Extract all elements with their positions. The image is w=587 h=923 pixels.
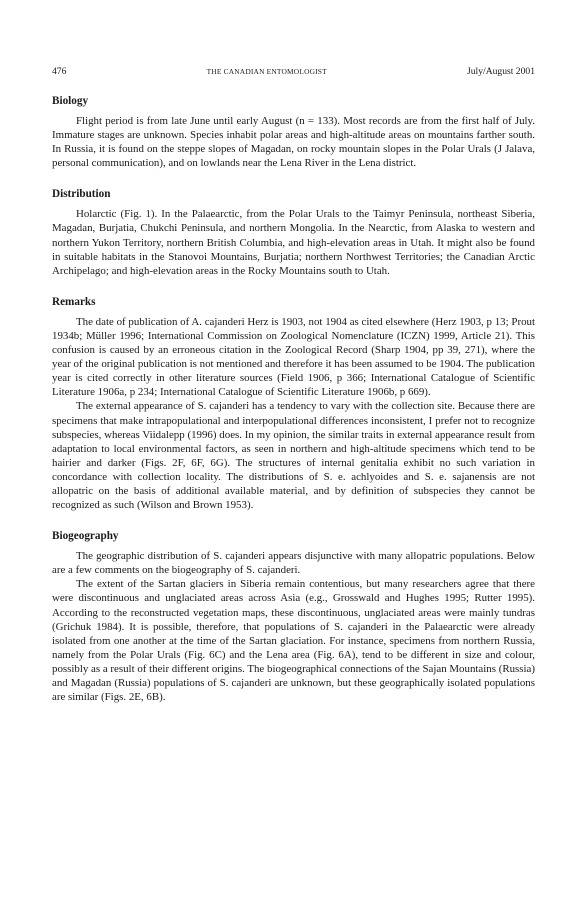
biogeography-paragraph-2: The extent of the Sartan glaciers in Siberia remain contentious, but many researchers agree that there were discontinuous and unglaciated areas across Asia (e.g., Grosswald and Hughes 1995; Rutter 1995). According to the reconstructed vegetation maps, these discontinuous, unglaciated areas were mainly tundras (Grichuk 1984). It is possible, therefore, that populations of S. cajanderi in the Palaearctic were already isolated from one another at the time of the Sartan glaciation. For instance, specimens from northern Russia, namely from the Polar Urals (Fig. 6C) and the Lena area (Fig. 6A), tend to be different in size and colour, possibly as a result of their different origins. The biogeographical connections of the Sajan Mountains (Russia) and Magadan (Russia) populations of S. cajanderi are unknown, but these geographically isolated populations are similar (Figs. 2E, 6B). bbox=[52, 578, 535, 704]
biogeography-paragraph-1: The geographic distribution of S. cajanderi appears disjunctive with many allopatric populations. Below are a few comments on the biogeography of S. cajanderi. bbox=[52, 550, 535, 577]
section-heading-biogeography: Biogeography bbox=[52, 530, 119, 543]
journal-title: THE CANADIAN ENTOMOLOGIST bbox=[206, 67, 327, 76]
journal-page bbox=[52, 66, 535, 722]
section-biogeography bbox=[52, 530, 535, 704]
remarks-paragraph-1: The date of publication of A. cajanderi Herz is 1903, not 1904 as cited elsewhere (Herz 1903, p 13; Prout 1934b; Müller 1996; International Commission on Zoological Nomenclature (ICZN) 1999, Article 21). This confusion is caused by an erroneous citation in the Zoological Record (Sharp 1904, pp 39, 271), where the year of the original publication is not mentioned and therefore it has been assumed to be 1904. The publication year is cited correctly in other literature sources (Field 1906, p 366; International Catalogue of Scientific Literature 1906a, p 234; International Catalogue of Scientific Literature 1906b, p 669). bbox=[52, 315, 535, 399]
section-heading-remarks: Remarks bbox=[52, 295, 96, 308]
remarks-paragraph-2: The external appearance of S. cajanderi has a tendency to vary with the collection site. Because there are specimens that make intrapopulational and interpopulational differences inconsistent, I prefer not to recognize subspecies, whereas Viidalepp (1996) does. In my opinion, the similar traits in external appearance result from adaptation to local environmental factors, as seen in northern and high-altitude specimens which tend to be hairier and darker (Figs. 2F, 6F, 6G). The structures of internal genitalia exhibit no such variation in concordance with collection locality. The distributions of S. e. achlyoides and S. e. sajanensis are not allopatric on the basis of additional available material, and by definition of subspecies they cannot be recognized as such (Wilson and Brown 1953). bbox=[52, 400, 535, 512]
distribution-paragraph: Holarctic (Fig. 1). In the Palaearctic, from the Polar Urals to the Taimyr Peninsula, northeast Siberia, Magadan, Burjatia, Chukchi Peninsula, and northern Mongolia. In the Nearctic, from Alaska to western and northern Yukon Territory, northern British Columbia, and high-elevation areas in Utah. It might also be found in suitable habitats in the Stanovoi Mountains, Burjatia; northern Northwest Territories; the Canadian Arctic Archipelago; and high-elevation areas in the Rocky Mountains south to Utah. bbox=[52, 208, 535, 277]
section-biology bbox=[52, 95, 535, 170]
page-number: 476 bbox=[52, 66, 67, 77]
running-head bbox=[52, 66, 535, 77]
section-heading-distribution: Distribution bbox=[52, 188, 111, 201]
issue-date: July/August 2001 bbox=[467, 66, 535, 77]
section-remarks bbox=[52, 296, 535, 512]
biology-paragraph: Flight period is from late June until early August (n = 133). Most records are from the first half of July. Immature stages are unknown. Species inhabit polar areas and high-altitude areas on mountains farther south. In Russia, it is found on the steppe slopes of Magadan, on rocky mountain slopes in the Polar Urals (J Jalava, personal communication), and on lowlands near the Lena River in the Lena district. bbox=[52, 115, 535, 170]
section-heading-biology: Biology bbox=[52, 95, 89, 107]
section-distribution bbox=[52, 188, 535, 277]
